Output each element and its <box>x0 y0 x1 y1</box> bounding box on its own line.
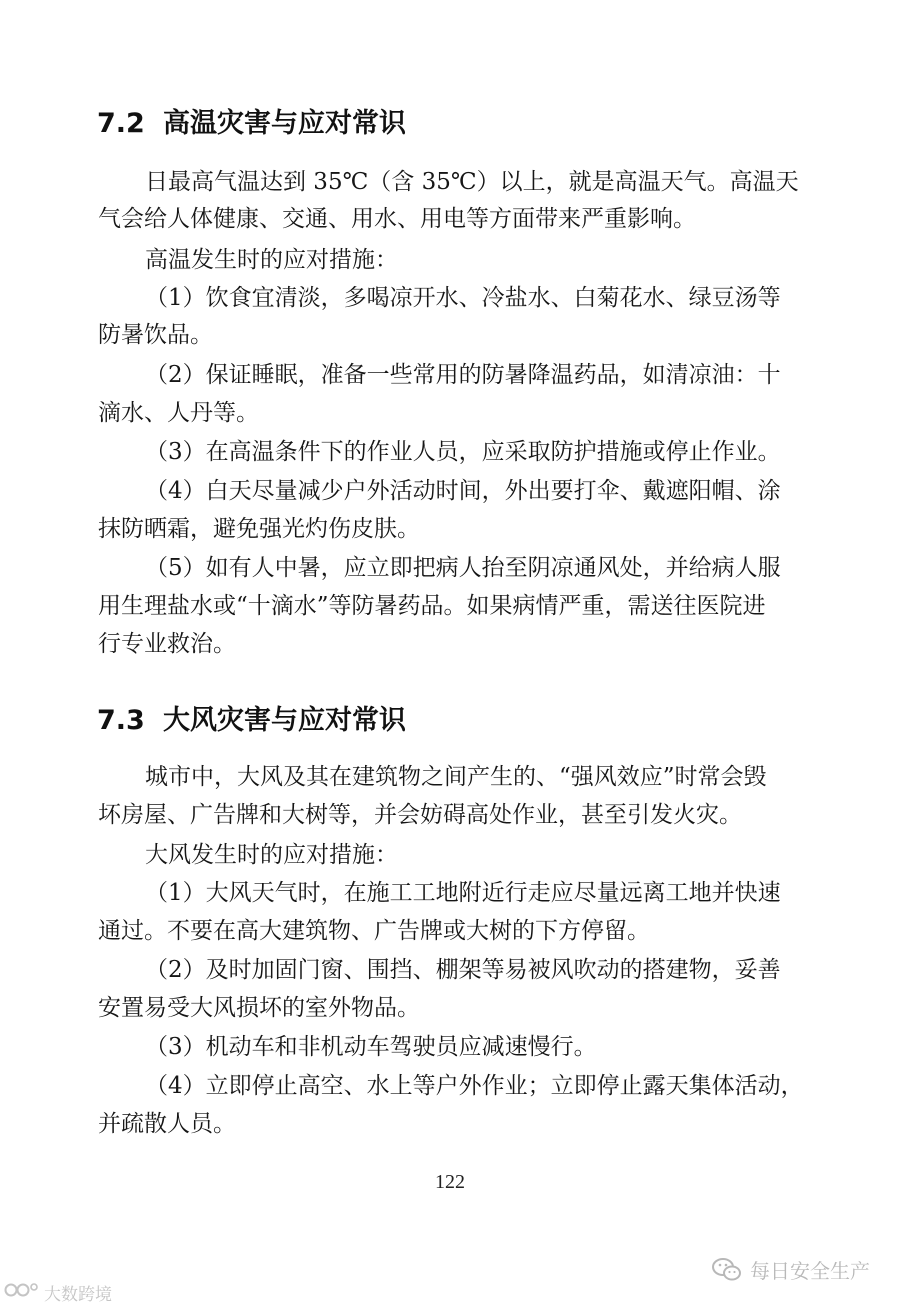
list-item-line: （1）饮食宜清淡，多喝凉开水、冷盐水、白菊花水、绿豆汤等 <box>145 285 781 311</box>
section-heading-7-3 <box>97 698 406 737</box>
section-title: 大风灾害与应对常识 <box>163 705 406 736</box>
paragraph-line: 气会给人体健康、交通、用水、用电等方面带来严重影响。 <box>98 206 696 232</box>
list-item-line: 抹防晒霜，避免强光灼伤皮肤。 <box>98 516 420 542</box>
list-item-line: （2）保证睡眠，准备一些常用的防暑降温药品，如清凉油：十 <box>145 362 781 388</box>
paragraph-line: 坏房屋、广告牌和大树等，并会妨碍高处作业，甚至引发火灾。 <box>98 802 742 828</box>
paragraph-line: 大风发生时的应对措施： <box>145 842 398 868</box>
section-heading-7-2 <box>97 101 406 140</box>
section-title: 高温灾害与应对常识 <box>163 108 406 139</box>
list-item-line: （3）在高温条件下的作业人员，应采取防护措施或停止作业。 <box>145 439 781 465</box>
list-item-line: 防暑饮品。 <box>98 322 213 348</box>
list-item-line: （2）及时加固门窗、围挡、棚架等易被风吹动的搭建物，妥善 <box>145 957 781 983</box>
list-item-line: （1）大风天气时，在施工工地附近行走应尽量远离工地并快速 <box>145 880 781 906</box>
paragraph-line: 日最高气温达到 35℃（含 35℃）以上，就是高温天气。高温天 <box>145 169 799 195</box>
watermark-left <box>4 1280 112 1305</box>
section-number: 7.3 <box>97 705 145 736</box>
list-item-line: 并疏散人员。 <box>98 1111 236 1137</box>
list-item-line: （4）白天尽量减少户外活动时间，外出要打伞、戴遮阳帽、涂 <box>145 478 781 504</box>
watermark-text: 每日安全生产 <box>750 1259 870 1283</box>
watermark-right <box>712 1255 870 1284</box>
list-item-line: 安置易受大风损坏的室外物品。 <box>98 995 420 1021</box>
list-item-line: 用生理盐水或“十滴水”等防暑药品。如果病情严重，需送往医院进 <box>98 593 766 619</box>
list-item-line: （5）如有人中暑，应立即把病人抬至阴凉通风处，并给病人服 <box>145 555 781 581</box>
page-number: 122 <box>435 1171 465 1193</box>
watermark-logo-icon <box>4 1281 40 1304</box>
section-number: 7.2 <box>97 108 145 139</box>
paragraph-line: 城市中，大风及其在建筑物之间产生的、“强风效应”时常会毁 <box>145 764 767 790</box>
watermark-text: 大数跨境 <box>44 1285 112 1305</box>
list-item-line: 滴水、人丹等。 <box>98 400 259 426</box>
list-item-line: （3）机动车和非机动车驾驶员应减速慢行。 <box>145 1034 597 1060</box>
paragraph-line: 高温发生时的应对措施： <box>145 247 398 273</box>
list-item-line: 行专业救治。 <box>98 631 236 657</box>
wechat-icon <box>712 1257 742 1283</box>
list-item-line: 通过。不要在高大建筑物、广告牌或大树的下方停留。 <box>98 918 650 944</box>
list-item-line: （4）立即停止高空、水上等户外作业；立即停止露天集体活动， <box>145 1073 804 1099</box>
